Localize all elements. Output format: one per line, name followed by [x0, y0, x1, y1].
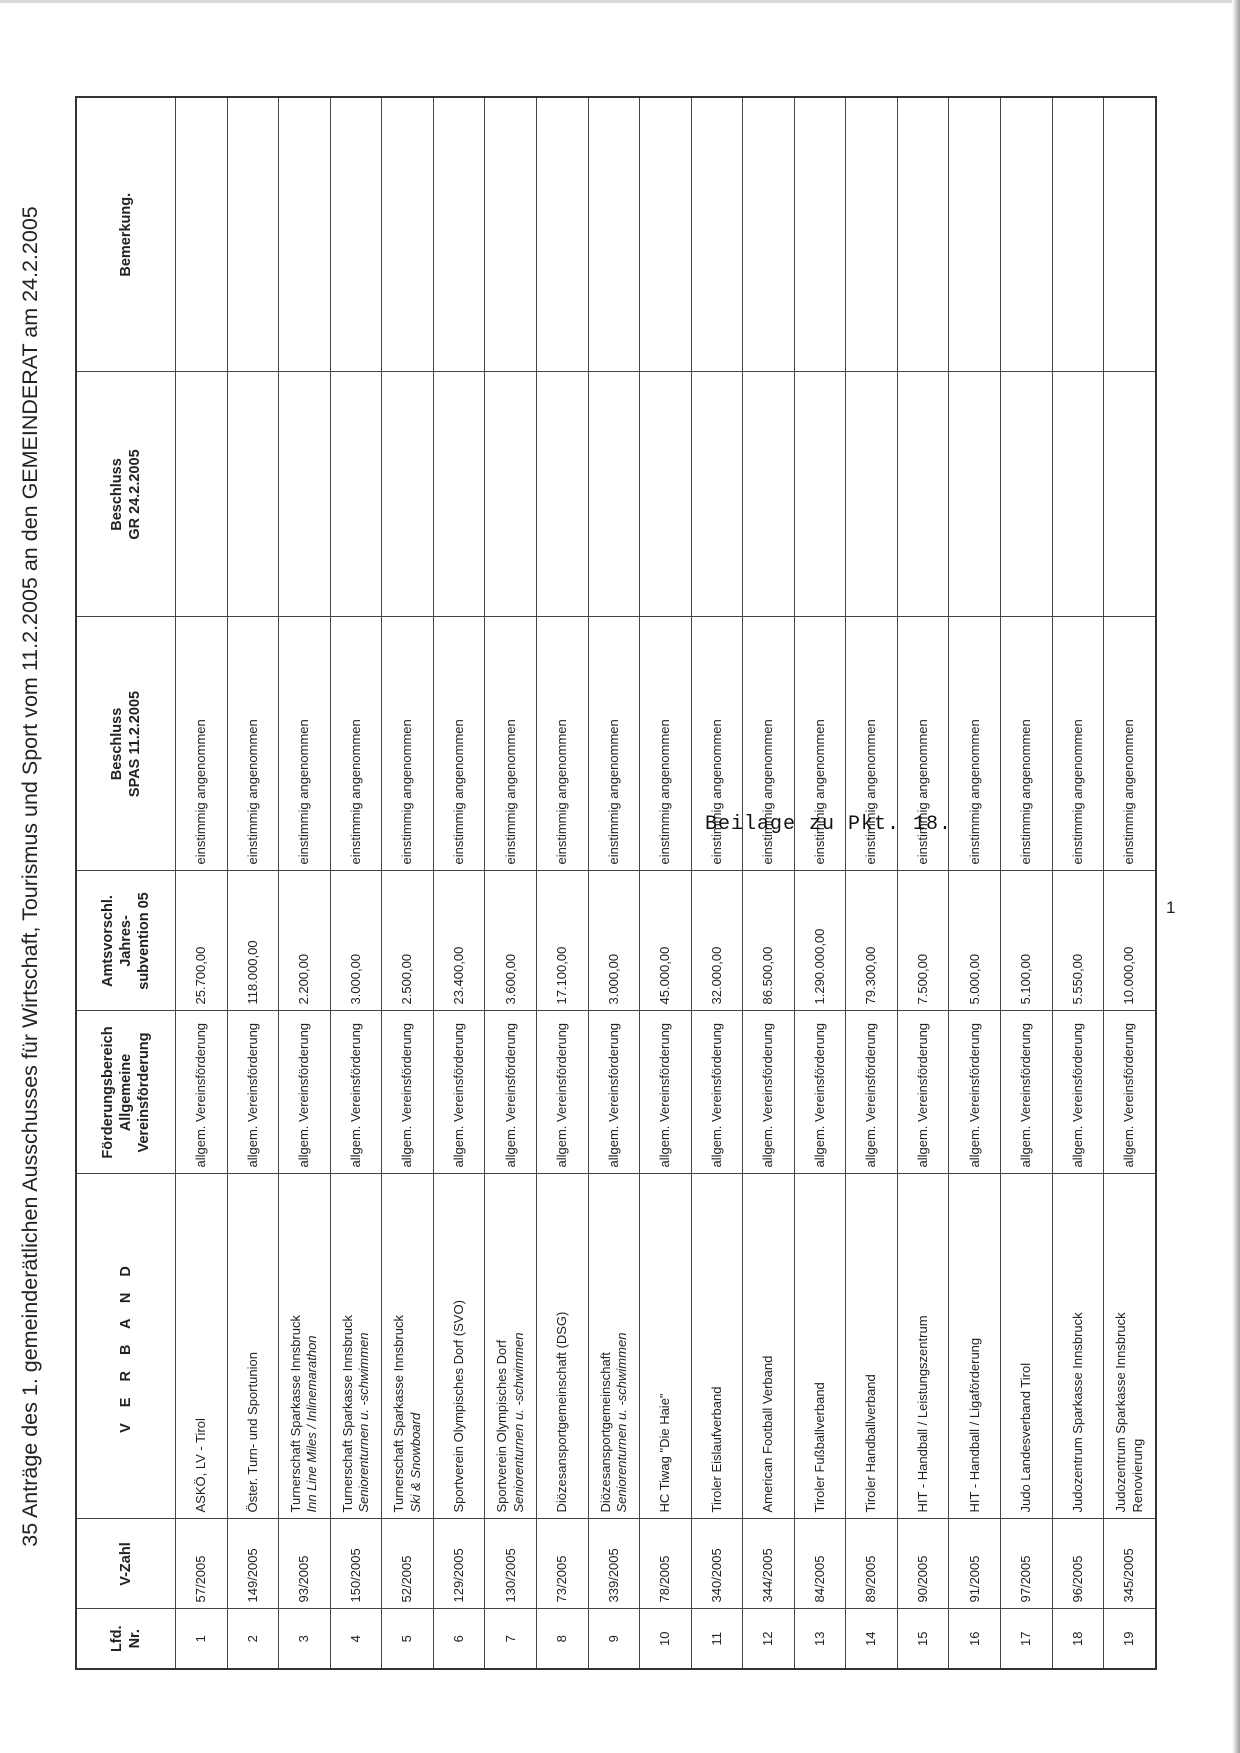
verband-name: Sportverein Olympisches Dorf	[494, 1339, 510, 1513]
table-row	[1052, 97, 1104, 1669]
cell-lfd-nr: 14	[846, 1609, 898, 1669]
cell-amtsvorschlag: 25.700,00	[176, 871, 228, 1011]
cell-beschluss-spas: einstimmig angenommen	[176, 617, 228, 871]
cell-beschluss-gr	[433, 372, 485, 617]
cell-beschluss-gr	[897, 372, 949, 617]
cell-v-zahl: 90/2005	[897, 1519, 949, 1609]
cell-bemerkung	[743, 97, 795, 372]
cell-verband	[588, 1174, 640, 1519]
cell-beschluss-gr	[846, 372, 898, 617]
cell-verband	[640, 1174, 692, 1519]
cell-foerderungsbereich: allgem. Vereinsförderung	[743, 1011, 795, 1174]
cell-foerderungsbereich: allgem. Vereinsförderung	[897, 1011, 949, 1174]
cell-beschluss-gr	[176, 372, 228, 617]
verband-subtitle: Inn Line Miles / Inlinemarathon	[304, 1335, 320, 1513]
cell-beschluss-spas: einstimmig angenommen	[949, 617, 1001, 871]
cell-bemerkung	[227, 97, 279, 372]
header-lfd-nr: Lfd. Nr.	[76, 1609, 176, 1669]
verband-name: Turnerschaft Sparkasse Innsbruck	[288, 1315, 304, 1513]
cell-amtsvorschlag: 2.200,00	[279, 871, 331, 1011]
cell-v-zahl: 97/2005	[1001, 1519, 1053, 1609]
table-row	[897, 97, 949, 1669]
cell-verband	[794, 1174, 846, 1519]
cell-foerderungsbereich: allgem. Vereinsförderung	[794, 1011, 846, 1174]
table-row	[536, 97, 588, 1669]
cell-lfd-nr: 6	[433, 1609, 485, 1669]
cell-v-zahl: 78/2005	[640, 1519, 692, 1609]
header-verband	[76, 1174, 176, 1519]
cell-beschluss-gr	[382, 372, 434, 617]
cell-v-zahl: 345/2005	[1104, 1519, 1156, 1609]
cell-foerderungsbereich: allgem. Vereinsförderung	[1001, 1011, 1053, 1174]
table-row	[1001, 97, 1053, 1669]
cell-beschluss-gr	[1104, 372, 1156, 617]
verband-name: Öster. Turn- und Sportunion	[244, 1352, 260, 1513]
cell-lfd-nr: 11	[691, 1609, 743, 1669]
cell-foerderungsbereich: allgem. Vereinsförderung	[279, 1011, 331, 1174]
cell-lfd-nr: 2	[227, 1609, 279, 1669]
cell-amtsvorschlag: 45.000,00	[640, 871, 692, 1011]
cell-bemerkung	[794, 97, 846, 372]
cell-foerderungsbereich: allgem. Vereinsförderung	[536, 1011, 588, 1174]
cell-foerderungsbereich: allgem. Vereinsförderung	[691, 1011, 743, 1174]
table-row	[227, 97, 279, 1669]
cell-amtsvorschlag: 79.300,00	[846, 871, 898, 1011]
cell-foerderungsbereich: allgem. Vereinsförderung	[485, 1011, 537, 1174]
cell-lfd-nr: 19	[1104, 1609, 1156, 1669]
cell-amtsvorschlag: 5.100,00	[1001, 871, 1053, 1011]
cell-beschluss-spas: einstimmig angenommen	[330, 617, 382, 871]
cell-foerderungsbereich: allgem. Vereinsförderung	[640, 1011, 692, 1174]
cell-bemerkung	[1001, 97, 1053, 372]
beilage-stamp: Beilage zu Pkt. 18.	[705, 813, 953, 836]
cell-beschluss-gr	[279, 372, 331, 617]
cell-beschluss-gr	[640, 372, 692, 617]
cell-v-zahl: 339/2005	[588, 1519, 640, 1609]
cell-verband	[433, 1174, 485, 1519]
cell-amtsvorschlag: 17.100,00	[536, 871, 588, 1011]
cell-v-zahl: 344/2005	[743, 1519, 795, 1609]
cell-bemerkung	[1104, 97, 1156, 372]
subsidy-table	[75, 96, 1157, 1670]
cell-beschluss-gr	[536, 372, 588, 617]
cell-v-zahl: 73/2005	[536, 1519, 588, 1609]
table-row	[279, 97, 331, 1669]
cell-amtsvorschlag: 3.600,00	[485, 871, 537, 1011]
cell-lfd-nr: 9	[588, 1609, 640, 1669]
cell-verband	[1001, 1174, 1053, 1519]
cell-v-zahl: 96/2005	[1052, 1519, 1104, 1609]
table-row	[691, 97, 743, 1669]
verband-name: American Football Verband	[760, 1355, 776, 1513]
verband-name: HIT - Handball / Leistungszentrum	[915, 1315, 931, 1513]
cell-foerderungsbereich: allgem. Vereinsförderung	[330, 1011, 382, 1174]
cell-v-zahl: 52/2005	[382, 1519, 434, 1609]
cell-lfd-nr: 4	[330, 1609, 382, 1669]
cell-verband	[691, 1174, 743, 1519]
cell-foerderungsbereich: allgem. Vereinsförderung	[949, 1011, 1001, 1174]
verband-name: ASKÖ, LV - Tirol	[193, 1418, 209, 1513]
cell-verband	[485, 1174, 537, 1519]
cell-bemerkung	[433, 97, 485, 372]
cell-v-zahl: 57/2005	[176, 1519, 228, 1609]
cell-beschluss-gr	[949, 372, 1001, 617]
page-title: 35 Anträge des 1. gemeinderätlichen Ausschusses für Wirtschaft, Tourismus und Sport vom 11.2.2005 an den GEMEINDERAT am 24.2.2005	[18, 206, 42, 1547]
cell-beschluss-spas: einstimmig angenommen	[588, 617, 640, 871]
cell-beschluss-spas: einstimmig angenommen	[1052, 617, 1104, 871]
cell-verband	[382, 1174, 434, 1519]
cell-beschluss-spas: einstimmig angenommen	[743, 617, 795, 871]
cell-amtsvorschlag: 23.400,00	[433, 871, 485, 1011]
cell-bemerkung	[897, 97, 949, 372]
cell-lfd-nr: 8	[536, 1609, 588, 1669]
verband-name: Sportverein Olympisches Dorf (SVO)	[450, 1300, 466, 1513]
verband-name: Tiroler Eislaufverband	[708, 1386, 724, 1513]
verband-subtitle: Ski & Snowboard	[407, 1412, 423, 1513]
cell-amtsvorschlag: 3.000,00	[330, 871, 382, 1011]
cell-foerderungsbereich: allgem. Vereinsförderung	[382, 1011, 434, 1174]
cell-v-zahl: 84/2005	[794, 1519, 846, 1609]
cell-lfd-nr: 12	[743, 1609, 795, 1669]
verband-subtitle: Seniorenturnen u. -schwimmen	[613, 1332, 629, 1513]
cell-beschluss-spas: einstimmig angenommen	[485, 617, 537, 871]
cell-v-zahl: 91/2005	[949, 1519, 1001, 1609]
cell-beschluss-spas: einstimmig angenommen	[279, 617, 331, 871]
cell-beschluss-gr	[485, 372, 537, 617]
verband-name: Tiroler Fußballverband	[811, 1382, 827, 1513]
cell-foerderungsbereich: allgem. Vereinsförderung	[433, 1011, 485, 1174]
cell-beschluss-gr	[330, 372, 382, 617]
cell-beschluss-gr	[743, 372, 795, 617]
table-row	[640, 97, 692, 1669]
cell-amtsvorschlag: 118.000,00	[227, 871, 279, 1011]
cell-beschluss-spas: einstimmig angenommen	[794, 617, 846, 871]
cell-verband	[176, 1174, 228, 1519]
cell-bemerkung	[1052, 97, 1104, 372]
table-row	[743, 97, 795, 1669]
header-v-zahl: V-Zahl	[76, 1519, 176, 1609]
cell-beschluss-gr	[588, 372, 640, 617]
cell-bemerkung	[330, 97, 382, 372]
header-verband-label: V E R B A N D	[117, 1260, 134, 1433]
cell-verband	[1104, 1174, 1156, 1519]
cell-bemerkung	[949, 97, 1001, 372]
cell-verband	[1052, 1174, 1104, 1519]
cell-amtsvorschlag: 5.550,00	[1052, 871, 1104, 1011]
cell-foerderungsbereich: allgem. Vereinsförderung	[227, 1011, 279, 1174]
header-bemerkung: Bemerkung.	[76, 97, 176, 372]
cell-amtsvorschlag: 1.290.000,00	[794, 871, 846, 1011]
cell-beschluss-spas: einstimmig angenommen	[846, 617, 898, 871]
cell-lfd-nr: 5	[382, 1609, 434, 1669]
cell-v-zahl: 340/2005	[691, 1519, 743, 1609]
cell-bemerkung	[640, 97, 692, 372]
cell-beschluss-gr	[691, 372, 743, 617]
cell-lfd-nr: 18	[1052, 1609, 1104, 1669]
cell-foerderungsbereich: allgem. Vereinsförderung	[1052, 1011, 1104, 1174]
cell-lfd-nr: 16	[949, 1609, 1001, 1669]
cell-lfd-nr: 13	[794, 1609, 846, 1669]
cell-amtsvorschlag: 10.000,00	[1104, 871, 1156, 1011]
cell-foerderungsbereich: allgem. Vereinsförderung	[176, 1011, 228, 1174]
header-beschluss-spas: Beschluss SPAS 11.2.2005	[76, 617, 176, 871]
cell-bemerkung	[279, 97, 331, 372]
page-number: 1	[1166, 898, 1176, 917]
header-amtsvorschlag: Amtsvorschl. Jahres- subvention 05	[76, 871, 176, 1011]
cell-verband	[536, 1174, 588, 1519]
table-header-row	[76, 97, 176, 1669]
verband-name: Diözesansportgemeinschaft (DSG)	[554, 1311, 570, 1513]
cell-v-zahl: 130/2005	[485, 1519, 537, 1609]
cell-beschluss-spas: einstimmig angenommen	[227, 617, 279, 871]
table-row	[949, 97, 1001, 1669]
verband-name: Tiroler Handballverband	[863, 1374, 879, 1513]
verband-name: Judozentrum Sparkasse Innsbruck	[1113, 1312, 1129, 1513]
verband-subtitle: Seniorenturnen u. -schwimmen	[355, 1332, 371, 1513]
cell-v-zahl: 89/2005	[846, 1519, 898, 1609]
cell-verband	[330, 1174, 382, 1519]
cell-foerderungsbereich: allgem. Vereinsförderung	[588, 1011, 640, 1174]
table-row	[433, 97, 485, 1669]
cell-amtsvorschlag: 2.500,00	[382, 871, 434, 1011]
cell-lfd-nr: 1	[176, 1609, 228, 1669]
table-row	[846, 97, 898, 1669]
header-foerderungsbereich: Förderungsbereich Allgemeine Vereinsförderung	[76, 1011, 176, 1174]
cell-bemerkung	[536, 97, 588, 372]
cell-beschluss-gr	[1052, 372, 1104, 617]
cell-beschluss-spas: einstimmig angenommen	[691, 617, 743, 871]
cell-verband	[897, 1174, 949, 1519]
cell-beschluss-gr	[227, 372, 279, 617]
table-row	[176, 97, 228, 1669]
cell-v-zahl: 150/2005	[330, 1519, 382, 1609]
cell-verband	[279, 1174, 331, 1519]
verband-name: Diözesansportgemeinschaft	[597, 1352, 613, 1513]
table-row	[1104, 97, 1156, 1669]
cell-beschluss-spas: einstimmig angenommen	[897, 617, 949, 871]
table-row	[794, 97, 846, 1669]
cell-lfd-nr: 17	[1001, 1609, 1053, 1669]
cell-foerderungsbereich: allgem. Vereinsförderung	[846, 1011, 898, 1174]
cell-amtsvorschlag: 7.500,00	[897, 871, 949, 1011]
table-row	[330, 97, 382, 1669]
cell-verband	[743, 1174, 795, 1519]
cell-v-zahl: 129/2005	[433, 1519, 485, 1609]
cell-amtsvorschlag: 32.000,00	[691, 871, 743, 1011]
cell-lfd-nr: 10	[640, 1609, 692, 1669]
cell-bemerkung	[846, 97, 898, 372]
verband-name: Turnerschaft Sparkasse Innsbruck	[339, 1315, 355, 1513]
cell-beschluss-gr	[794, 372, 846, 617]
header-beschluss-gr: Beschluss GR 24.2.2005	[76, 372, 176, 617]
verband-name: Judozentrum Sparkasse Innsbruck	[1069, 1312, 1085, 1513]
cell-bemerkung	[691, 97, 743, 372]
table-row	[382, 97, 434, 1669]
verband-name: HC Tiwag "Die Haie"	[657, 1393, 673, 1513]
cell-beschluss-spas: einstimmig angenommen	[382, 617, 434, 871]
cell-amtsvorschlag: 86.500,00	[743, 871, 795, 1011]
verband-subtitle: Seniorenturnen u. -schwimmen	[510, 1332, 526, 1513]
cell-lfd-nr: 15	[897, 1609, 949, 1669]
table-row	[485, 97, 537, 1669]
cell-amtsvorschlag: 5.000,00	[949, 871, 1001, 1011]
cell-bemerkung	[588, 97, 640, 372]
table-row	[588, 97, 640, 1669]
cell-verband	[949, 1174, 1001, 1519]
cell-bemerkung	[176, 97, 228, 372]
cell-foerderungsbereich: allgem. Vereinsförderung	[1104, 1011, 1156, 1174]
verband-subtitle: Renovierung	[1129, 1438, 1145, 1513]
verband-name: Judo Landesverband Tirol	[1018, 1362, 1034, 1513]
cell-beschluss-spas: einstimmig angenommen	[1001, 617, 1053, 871]
verband-name: HIT - Handball / Ligaförderung	[966, 1337, 982, 1513]
cell-beschluss-spas: einstimmig angenommen	[640, 617, 692, 871]
cell-lfd-nr: 7	[485, 1609, 537, 1669]
cell-bemerkung	[485, 97, 537, 372]
cell-v-zahl: 149/2005	[227, 1519, 279, 1609]
cell-verband	[227, 1174, 279, 1519]
table-body	[176, 97, 1157, 1669]
cell-beschluss-spas: einstimmig angenommen	[433, 617, 485, 871]
cell-verband	[846, 1174, 898, 1519]
cell-bemerkung	[382, 97, 434, 372]
cell-beschluss-gr	[1001, 372, 1053, 617]
cell-v-zahl: 93/2005	[279, 1519, 331, 1609]
cell-beschluss-spas: einstimmig angenommen	[1104, 617, 1156, 871]
cell-lfd-nr: 3	[279, 1609, 331, 1669]
cell-beschluss-spas: einstimmig angenommen	[536, 617, 588, 871]
cell-amtsvorschlag: 3.000,00	[588, 871, 640, 1011]
verband-name: Turnerschaft Sparkasse Innsbruck	[391, 1315, 407, 1513]
